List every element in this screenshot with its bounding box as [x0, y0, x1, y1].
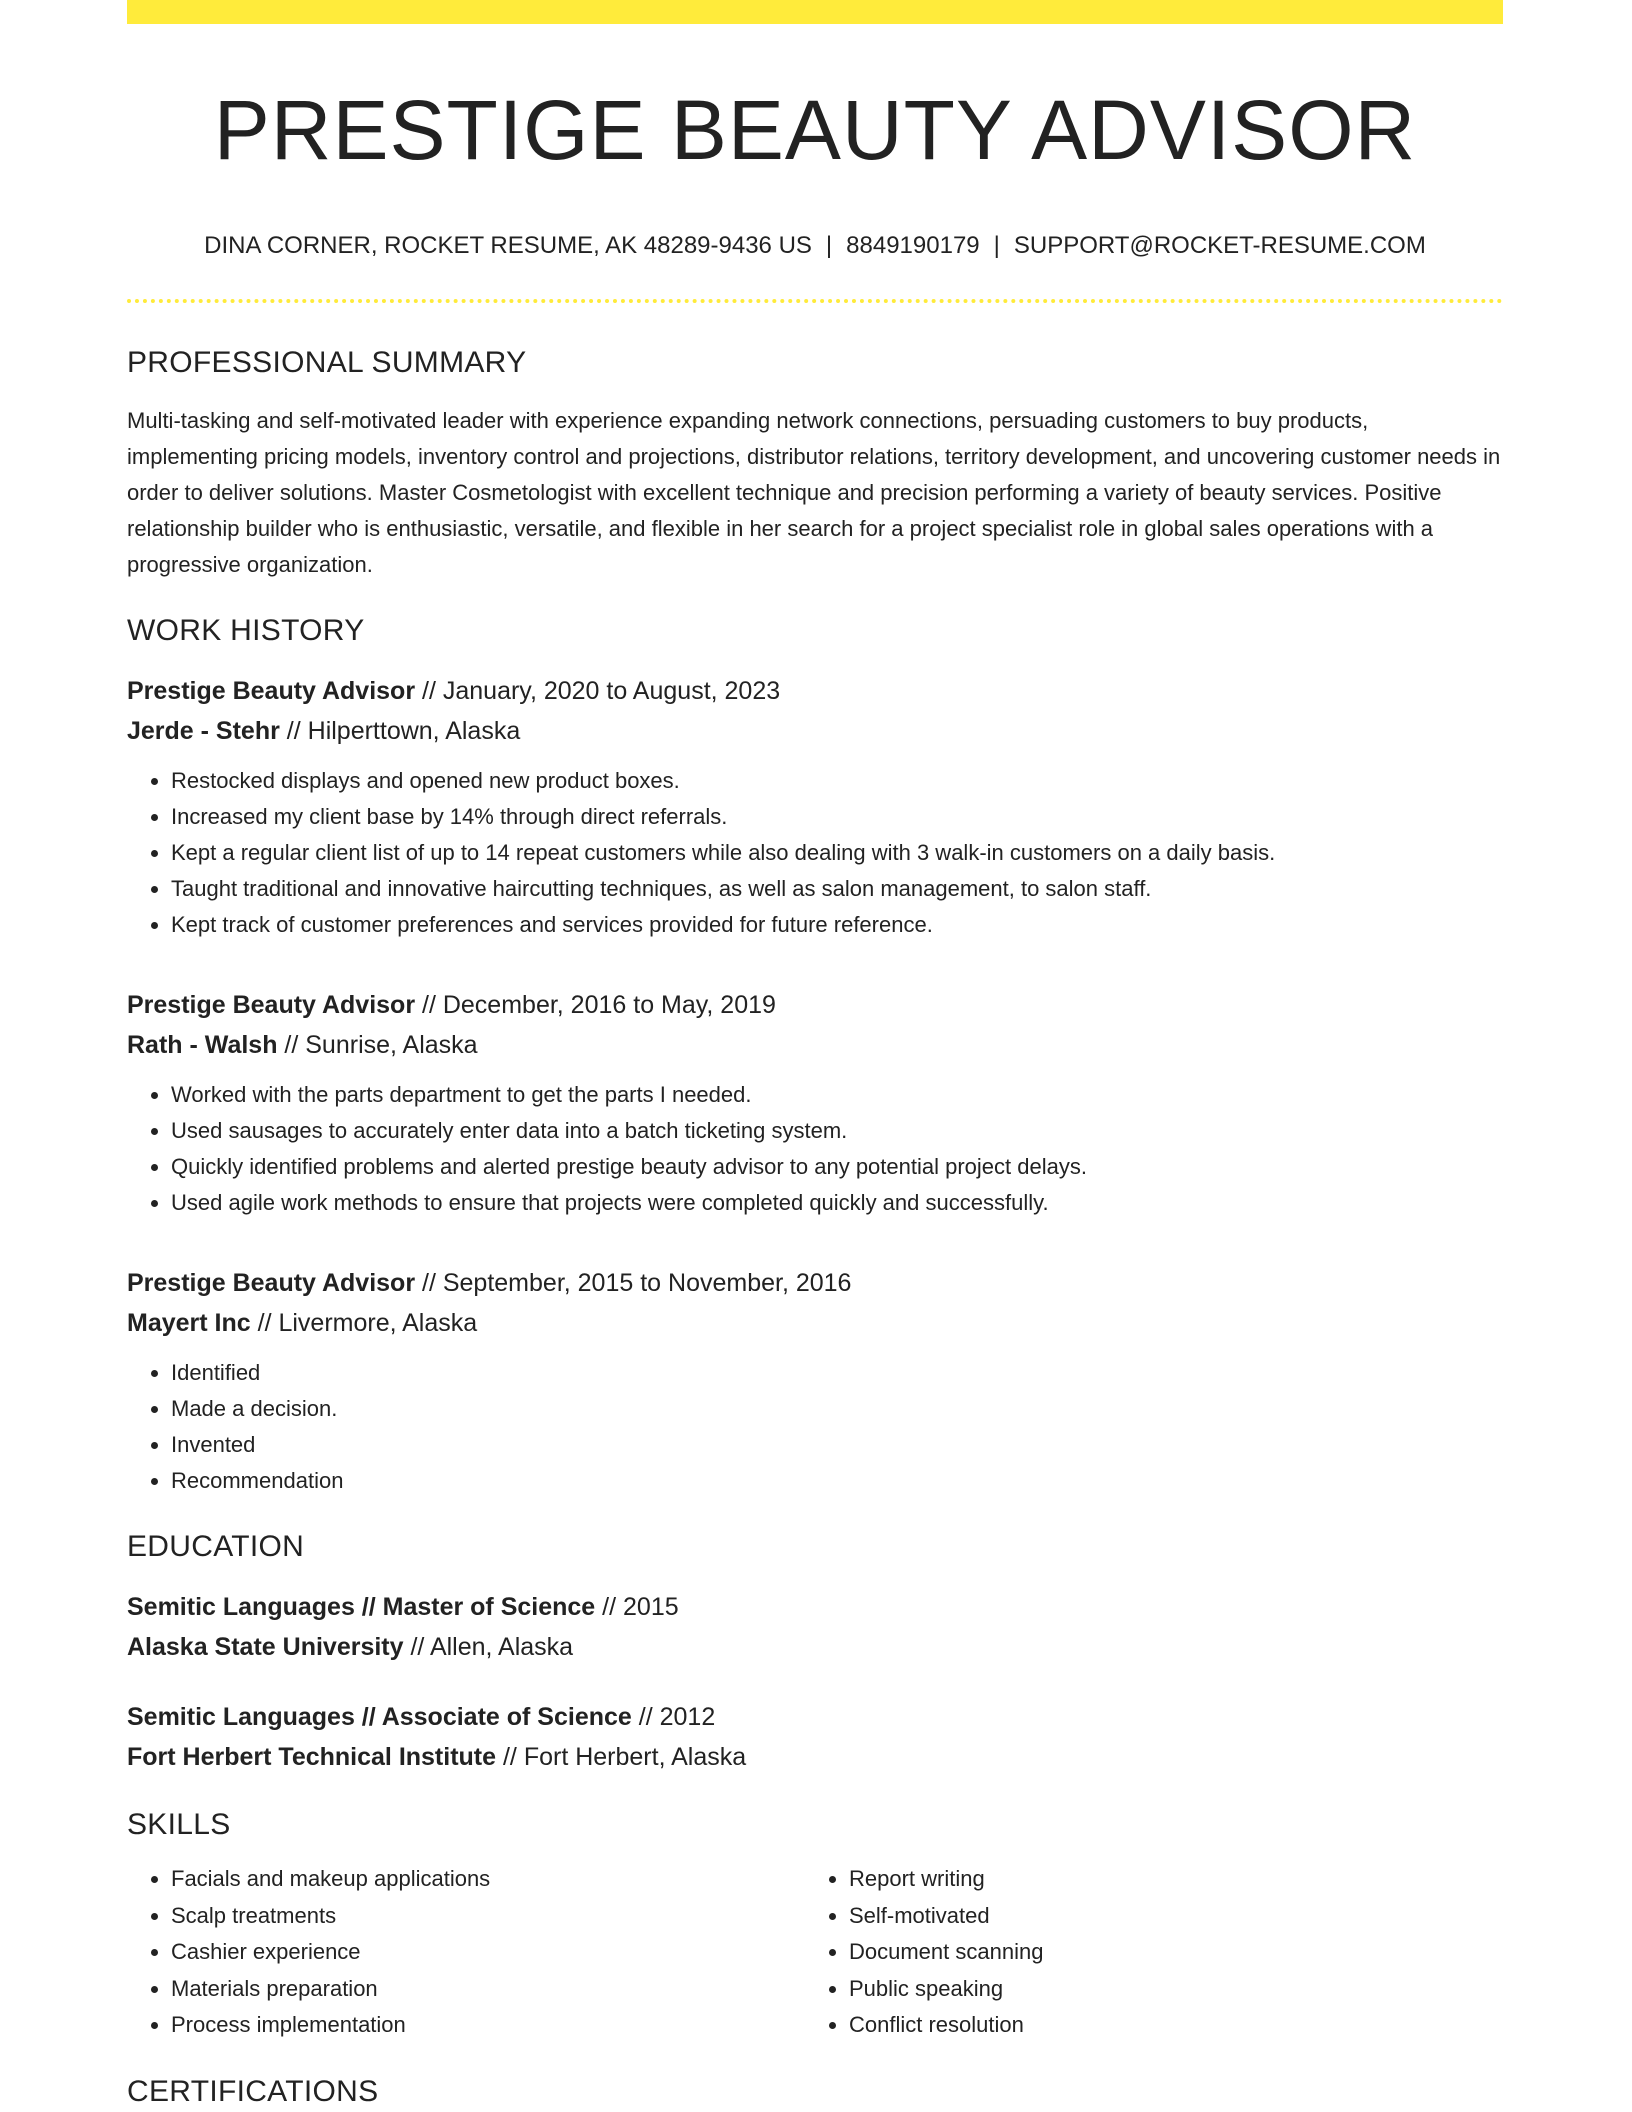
- summary-text: Multi-tasking and self-motivated leader with experience expanding network connections, persuading customers to buy products, implementing pricing models, inventory control and projections, distributor relations, territory development, and uncovering customer needs in order to deliver solutions. Master Cosmetologist with excellent technique and precision performing a variety of beauty services. Positive relationship builder who is enthusiastic, versatile, and flexible in her search for a project specialist role in global sales operations with a progressive organization.: [127, 408, 1501, 578]
- job-bullets: [127, 1077, 1503, 1221]
- job-dates: // September, 2015 to November, 2016: [422, 1269, 852, 1298]
- skills-grid: [127, 1861, 1503, 2044]
- job-location: // Sunrise, Alaska: [284, 1031, 478, 1060]
- job-company-line: [127, 1303, 1503, 1343]
- job-bullet: • Used sausages to accurately enter data into a batch ticketing system.: [171, 1113, 1503, 1149]
- job-company: Rath - Walsh: [127, 1031, 278, 1060]
- education-year: // 2015: [602, 1593, 679, 1622]
- job-bullet: • Restocked displays and opened new product boxes.: [171, 763, 1503, 799]
- education-degree: Semitic Languages // Associate of Science: [127, 1703, 632, 1732]
- resume-page: [127, 0, 1503, 2110]
- job-location: // Livermore, Alaska: [257, 1309, 478, 1338]
- job-bullet: • Made a decision.: [171, 1391, 1503, 1427]
- job-bullet: • Kept a regular client list of up to 14 repeat customers while also dealing with 3 walk-in customers on a daily basis.: [171, 835, 1503, 871]
- accent-bar: [127, 0, 1503, 24]
- job-entry: [127, 1263, 1503, 1499]
- skill-item: • Document scanning: [849, 1934, 1483, 1971]
- job-bullets: [127, 763, 1503, 943]
- job-role-line: [127, 671, 1503, 711]
- education-heading: EDUCATION: [127, 1530, 305, 1564]
- contact-phone: 8849190179: [846, 232, 980, 260]
- job-role: Prestige Beauty Advisor: [127, 1269, 416, 1298]
- job-location: // Hilperttown, Alaska: [286, 717, 521, 746]
- job-role: Prestige Beauty Advisor: [127, 677, 416, 706]
- job-company-line: [127, 711, 1503, 751]
- job-role-line: [127, 1263, 1503, 1303]
- education-degree-line: [127, 1697, 1503, 1737]
- education-school-line: [127, 1627, 1503, 1667]
- skill-item: • Scalp treatments: [171, 1898, 805, 1935]
- education-entry: [127, 1587, 1503, 1667]
- skills-heading: SKILLS: [127, 1808, 231, 1842]
- skill-item: • Self-motivated: [849, 1898, 1483, 1935]
- job-entry: [127, 671, 1503, 943]
- contact-address: DINA CORNER, ROCKET RESUME, AK 48289-9436 US: [204, 232, 812, 260]
- skill-item: • Materials preparation: [171, 1971, 805, 2008]
- work-history-heading: WORK HISTORY: [127, 614, 365, 648]
- job-entry: [127, 985, 1503, 1221]
- job-dates: // December, 2016 to May, 2019: [422, 991, 776, 1020]
- education-school: Alaska State University: [127, 1633, 404, 1662]
- job-role-line: [127, 985, 1503, 1025]
- certifications-heading: CERTIFICATIONS: [127, 2074, 379, 2108]
- job-bullet: • Worked with the parts department to get the parts I needed.: [171, 1077, 1503, 1113]
- education-location: // Allen, Alaska: [410, 1633, 574, 1662]
- job-bullets: [127, 1355, 1503, 1499]
- contact-separator: |: [993, 232, 1000, 260]
- skill-item: • Facials and makeup applications: [171, 1861, 805, 1898]
- education-degree: Semitic Languages // Master of Science: [127, 1593, 596, 1622]
- job-role: Prestige Beauty Advisor: [127, 991, 416, 1020]
- job-bullet: • Used agile work methods to ensure that projects were completed quickly and successfully.: [171, 1185, 1503, 1221]
- education-year: // 2012: [638, 1703, 716, 1732]
- contact-line: [127, 232, 1503, 261]
- job-bullet: • Kept track of customer preferences and services provided for future reference.: [171, 907, 1503, 943]
- job-company-line: [127, 1025, 1503, 1065]
- skill-item: • Conflict resolution: [849, 2007, 1483, 2044]
- education-entry: [127, 1697, 1503, 1777]
- skills-column-right: [805, 1861, 1483, 2044]
- job-company: Mayert Inc: [127, 1309, 251, 1338]
- job-bullet: • Taught traditional and innovative haircutting techniques, as well as salon management, to salon staff.: [171, 871, 1503, 907]
- education-location: // Fort Herbert, Alaska: [502, 1743, 747, 1772]
- job-bullet: • Quickly identified problems and alerted prestige beauty advisor to any potential project delays.: [171, 1149, 1503, 1185]
- summary-heading: PROFESSIONAL SUMMARY: [127, 346, 527, 380]
- skill-item: • Process implementation: [171, 2007, 805, 2044]
- skill-item: • Report writing: [849, 1861, 1483, 1898]
- skills-column-left: [127, 1861, 805, 2044]
- education-degree-line: [127, 1587, 1503, 1627]
- contact-separator: |: [825, 232, 833, 260]
- dotted-divider: [127, 299, 1503, 303]
- education-school: Fort Herbert Technical Institute: [127, 1743, 497, 1772]
- job-company: Jerde - Stehr: [127, 717, 280, 746]
- job-dates: // January, 2020 to August, 2023: [422, 677, 781, 706]
- job-bullet: • Increased my client base by 14% through direct referrals.: [171, 799, 1503, 835]
- skill-item: • Cashier experience: [171, 1934, 805, 1971]
- contact-email: SUPPORT@ROCKET-RESUME.COM: [1013, 232, 1426, 260]
- job-bullet: • Invented: [171, 1427, 1503, 1463]
- education-school-line: [127, 1737, 1503, 1777]
- resume-title: PRESTIGE BEAUTY ADVISOR: [213, 83, 1417, 177]
- job-bullet: • Identified: [171, 1355, 1503, 1391]
- job-bullet: • Recommendation: [171, 1463, 1503, 1499]
- skill-item: • Public speaking: [849, 1971, 1483, 2008]
